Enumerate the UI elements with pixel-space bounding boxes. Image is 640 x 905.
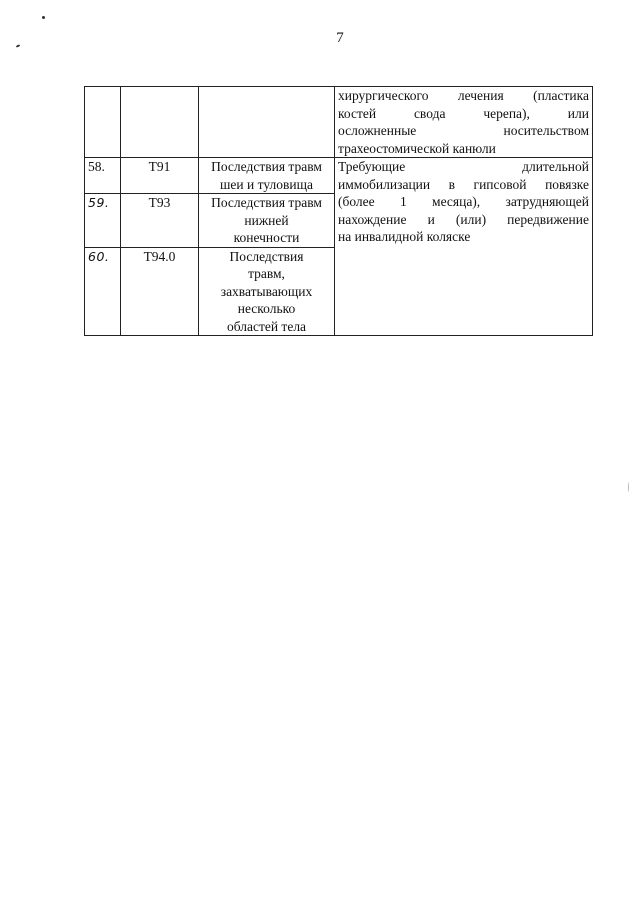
description-line: на инвалидной коляске <box>338 229 471 244</box>
cell-row-number: 58. <box>85 158 121 194</box>
scan-speck <box>628 482 629 492</box>
cell-shared-description <box>335 158 593 336</box>
description-line: осложненные носительством <box>338 123 589 138</box>
cell-description-continuation <box>335 87 593 158</box>
diagnosis-name-line: захватывающих <box>220 283 313 299</box>
diagnosis-name-line: несколько <box>237 301 296 316</box>
description-line: трахеостомической канюли <box>338 140 496 156</box>
diagnosis-table <box>84 86 593 336</box>
cell-row-number-handwritten: 59. <box>85 194 121 248</box>
description-line: костей свода черепа), или <box>338 105 589 121</box>
scan-speck <box>42 16 45 19</box>
cell-row-number-handwritten: 60. <box>85 247 121 336</box>
diagnosis-name-line: Последствия <box>229 248 304 264</box>
description-line: (более 1 месяца), затрудняющей <box>338 194 589 209</box>
cell-diagnosis-name <box>199 158 335 194</box>
cell-icd-code: T91 <box>121 158 199 194</box>
description-line: нахождение и (или) передвижение <box>338 211 589 227</box>
cell-diagnosis-name <box>199 247 335 336</box>
table-row <box>85 158 593 194</box>
cell-code-empty <box>121 87 199 158</box>
page-number: 7 <box>336 30 344 46</box>
cell-diagnosis-name <box>199 194 335 248</box>
diagnosis-name-line: травм, <box>248 266 285 281</box>
diagnosis-name-line: Последствия травм <box>211 159 322 174</box>
cell-icd-code: T93 <box>121 194 199 248</box>
diagnosis-name-line: нижней <box>244 212 289 228</box>
cell-num-empty <box>85 87 121 158</box>
diagnosis-name-line: Последствия травм <box>211 195 322 210</box>
description-line: хирургического лечения (пластика <box>338 88 589 103</box>
table-row-continuation <box>85 87 593 158</box>
description-line: Требующие длительной <box>338 159 589 174</box>
cell-name-empty <box>199 87 335 158</box>
cell-icd-code: T94.0 <box>121 247 199 336</box>
diagnosis-name-line: областей тела <box>226 318 307 334</box>
description-line: иммобилизации в гипсовой повязке <box>338 176 589 192</box>
diagnosis-name-line: конечности <box>233 230 300 245</box>
diagnosis-name-line: шеи и туловища <box>220 176 313 192</box>
